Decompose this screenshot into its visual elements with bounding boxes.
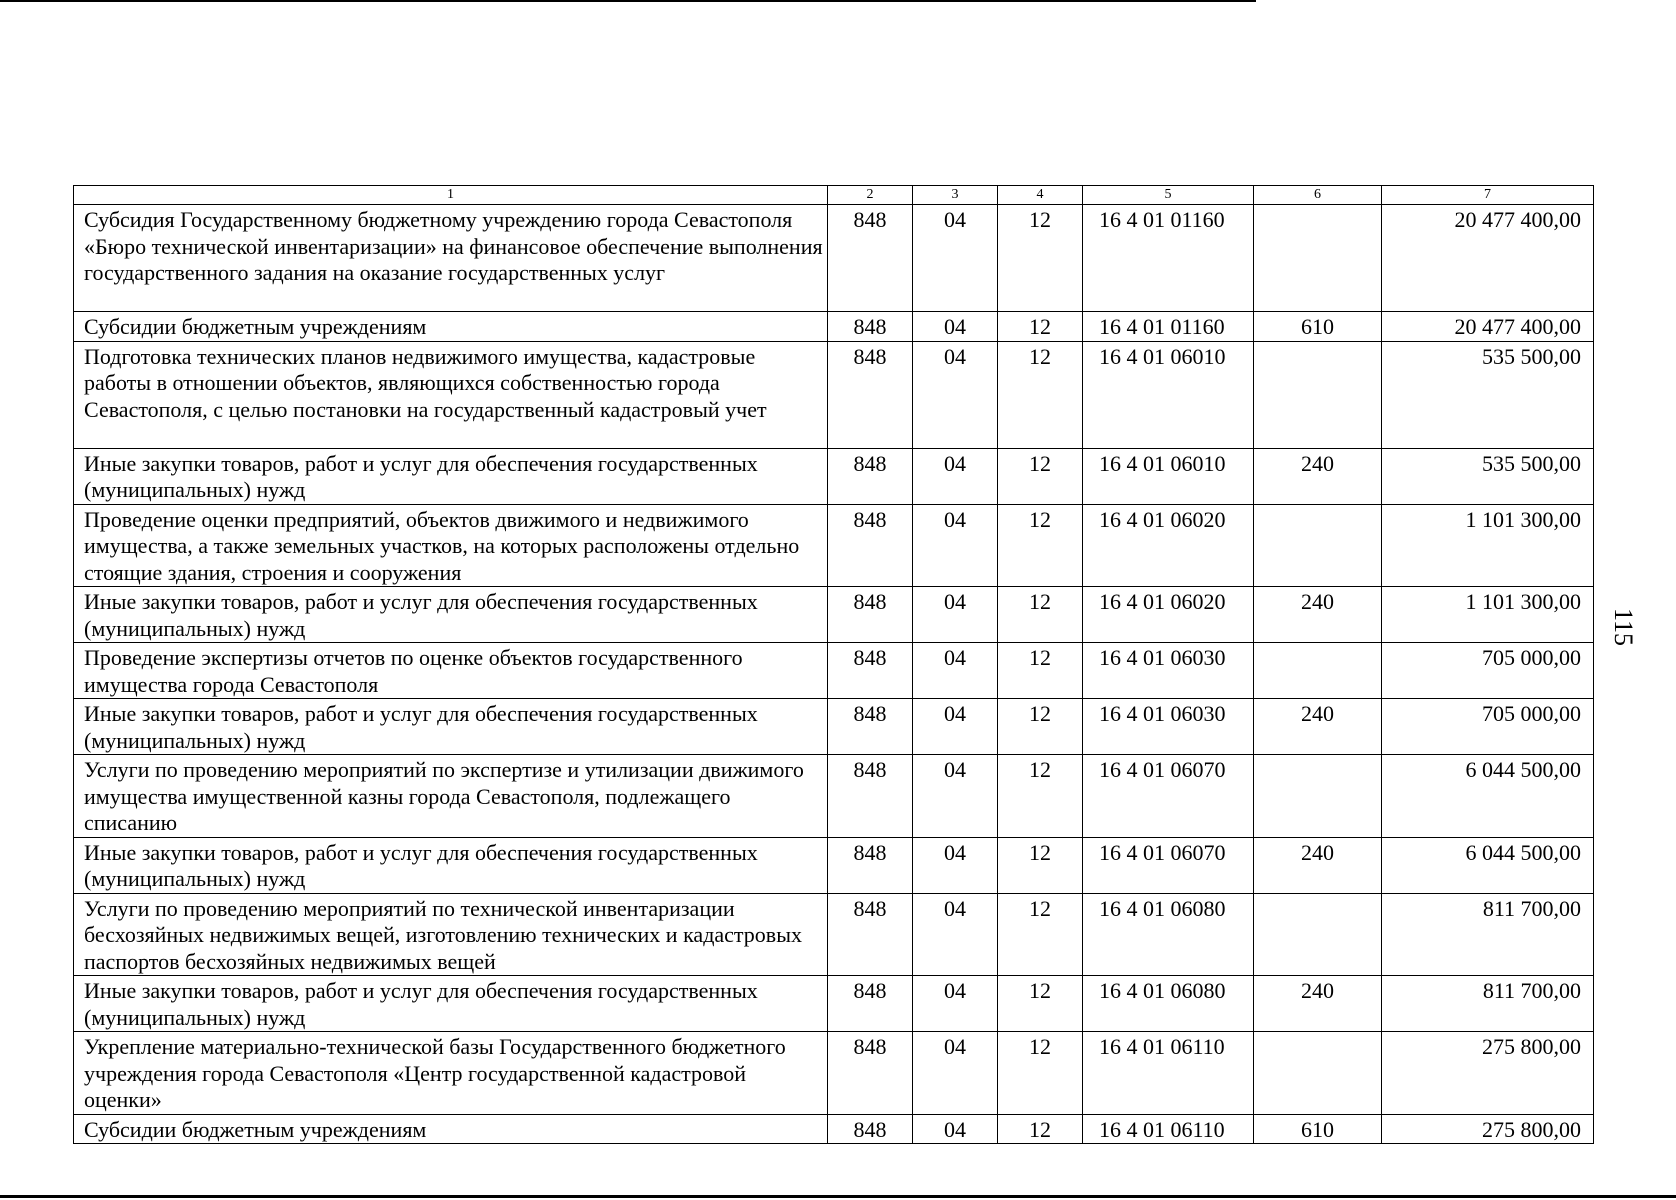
row-target-article: 16 4 01 06020 (1083, 587, 1254, 643)
row-expense-type: 240 (1254, 448, 1382, 504)
row-ministry-code: 848 (828, 205, 913, 312)
row-section-code: 04 (913, 448, 998, 504)
row-ministry-code: 848 (828, 341, 913, 448)
row-name: Иные закупки товаров, работ и услуг для обеспечения государственных (муниципальных) нужд (74, 699, 828, 755)
row-target-article: 16 4 01 06020 (1083, 504, 1254, 587)
row-subsection-code: 12 (998, 504, 1083, 587)
table-row (74, 755, 1594, 838)
row-expense-type (1254, 1032, 1382, 1115)
row-expense-type: 240 (1254, 837, 1382, 893)
row-target-article: 16 4 01 06070 (1083, 837, 1254, 893)
row-amount: 705 000,00 (1382, 699, 1594, 755)
row-name: Проведение экспертизы отчетов по оценке объектов государственного имущества города Севастополя (74, 643, 828, 699)
table-row (74, 699, 1594, 755)
row-subsection-code: 12 (998, 448, 1083, 504)
row-subsection-code: 12 (998, 893, 1083, 976)
table-row (74, 643, 1594, 699)
row-ministry-code: 848 (828, 312, 913, 342)
row-expense-type (1254, 755, 1382, 838)
row-name: Укрепление материально-технической базы Государственного бюджетного учреждения города Севастополя «Центр государственной кадастровой оценки» (74, 1032, 828, 1115)
row-subsection-code: 12 (998, 1114, 1083, 1144)
row-ministry-code: 848 (828, 504, 913, 587)
row-expense-type (1254, 893, 1382, 976)
row-subsection-code: 12 (998, 643, 1083, 699)
row-name: Субсидии бюджетным учреждениям (74, 1114, 828, 1144)
column-header-1: 1 (74, 186, 828, 205)
row-amount: 275 800,00 (1382, 1032, 1594, 1115)
table-row (74, 448, 1594, 504)
column-header-3: 3 (913, 186, 998, 205)
row-section-code: 04 (913, 504, 998, 587)
table-row (74, 837, 1594, 893)
row-expense-type: 240 (1254, 587, 1382, 643)
row-target-article: 16 4 01 06010 (1083, 341, 1254, 448)
row-subsection-code: 12 (998, 341, 1083, 448)
table-row (74, 312, 1594, 342)
table-row (74, 893, 1594, 976)
row-subsection-code: 12 (998, 699, 1083, 755)
row-expense-type: 610 (1254, 312, 1382, 342)
row-amount: 1 101 300,00 (1382, 504, 1594, 587)
row-section-code: 04 (913, 699, 998, 755)
row-subsection-code: 12 (998, 205, 1083, 312)
row-name: Иные закупки товаров, работ и услуг для обеспечения государственных (муниципальных) нужд (74, 837, 828, 893)
row-target-article: 16 4 01 06110 (1083, 1032, 1254, 1115)
row-section-code: 04 (913, 643, 998, 699)
row-target-article: 16 4 01 06110 (1083, 1114, 1254, 1144)
table-row (74, 504, 1594, 587)
table-row (74, 1032, 1594, 1115)
row-section-code: 04 (913, 837, 998, 893)
row-expense-type (1254, 504, 1382, 587)
column-header-7: 7 (1382, 186, 1594, 205)
row-amount: 811 700,00 (1382, 976, 1594, 1032)
row-name: Услуги по проведению мероприятий по экспертизе и утилизации движимого имущества имущественной казны города Севастополя, подлежащего списанию (74, 755, 828, 838)
row-subsection-code: 12 (998, 1032, 1083, 1115)
row-ministry-code: 848 (828, 893, 913, 976)
row-amount: 6 044 500,00 (1382, 837, 1594, 893)
row-amount: 705 000,00 (1382, 643, 1594, 699)
row-subsection-code: 12 (998, 312, 1083, 342)
row-name: Подготовка технических планов недвижимого имущества, кадастровые работы в отношении объектов, являющихся собственностью города Севастополя, с целью постановки на государственный кадастровый учет (74, 341, 828, 448)
row-expense-type (1254, 643, 1382, 699)
row-amount: 535 500,00 (1382, 341, 1594, 448)
row-ministry-code: 848 (828, 976, 913, 1032)
row-ministry-code: 848 (828, 643, 913, 699)
table-row (74, 205, 1594, 312)
row-section-code: 04 (913, 976, 998, 1032)
row-subsection-code: 12 (998, 837, 1083, 893)
row-expense-type (1254, 205, 1382, 312)
budget-table (73, 185, 1594, 1144)
row-amount: 1 101 300,00 (1382, 587, 1594, 643)
row-subsection-code: 12 (998, 976, 1083, 1032)
table-row (74, 1114, 1594, 1144)
table-row (74, 341, 1594, 448)
column-header-5: 5 (1083, 186, 1254, 205)
row-subsection-code: 12 (998, 587, 1083, 643)
table-row (74, 976, 1594, 1032)
row-name: Проведение оценки предприятий, объектов движимого и недвижимого имущества, а также земельных участков, на которых расположены отдельно стоящие здания, строения и сооружения (74, 504, 828, 587)
row-section-code: 04 (913, 312, 998, 342)
row-name: Иные закупки товаров, работ и услуг для обеспечения государственных (муниципальных) нужд (74, 976, 828, 1032)
row-ministry-code: 848 (828, 1114, 913, 1144)
row-target-article: 16 4 01 06080 (1083, 976, 1254, 1032)
row-amount: 275 800,00 (1382, 1114, 1594, 1144)
bottom-page-edge (0, 1195, 1676, 1198)
row-ministry-code: 848 (828, 1032, 913, 1115)
column-header-2: 2 (828, 186, 913, 205)
row-ministry-code: 848 (828, 448, 913, 504)
page-number: 115 (1609, 607, 1638, 647)
row-section-code: 04 (913, 1114, 998, 1144)
row-ministry-code: 848 (828, 699, 913, 755)
row-target-article: 16 4 01 06080 (1083, 893, 1254, 976)
row-expense-type: 240 (1254, 699, 1382, 755)
row-amount: 535 500,00 (1382, 448, 1594, 504)
row-section-code: 04 (913, 341, 998, 448)
row-name: Субсидии бюджетным учреждениям (74, 312, 828, 342)
row-section-code: 04 (913, 587, 998, 643)
table-header-row (74, 186, 1594, 205)
row-name: Услуги по проведению мероприятий по технической инвентаризации бесхозяйных недвижимых вещей, изготовлению технических и кадастровых паспортов бесхозяйных недвижимых вещей (74, 893, 828, 976)
row-name: Субсидия Государственному бюджетному учреждению города Севастополя «Бюро технической инвентаризации» на финансовое обеспечение выполнения государственного задания на оказание государственных услуг (74, 205, 828, 312)
row-expense-type: 610 (1254, 1114, 1382, 1144)
row-ministry-code: 848 (828, 587, 913, 643)
row-section-code: 04 (913, 1032, 998, 1115)
row-target-article: 16 4 01 01160 (1083, 205, 1254, 312)
row-target-article: 16 4 01 06010 (1083, 448, 1254, 504)
row-amount: 20 477 400,00 (1382, 205, 1594, 312)
row-subsection-code: 12 (998, 755, 1083, 838)
row-expense-type: 240 (1254, 976, 1382, 1032)
row-target-article: 16 4 01 01160 (1083, 312, 1254, 342)
row-target-article: 16 4 01 06030 (1083, 643, 1254, 699)
row-amount: 811 700,00 (1382, 893, 1594, 976)
table-row (74, 587, 1594, 643)
row-target-article: 16 4 01 06070 (1083, 755, 1254, 838)
row-name: Иные закупки товаров, работ и услуг для обеспечения государственных (муниципальных) нужд (74, 448, 828, 504)
row-amount: 20 477 400,00 (1382, 312, 1594, 342)
row-ministry-code: 848 (828, 837, 913, 893)
row-target-article: 16 4 01 06030 (1083, 699, 1254, 755)
row-name: Иные закупки товаров, работ и услуг для обеспечения государственных (муниципальных) нужд (74, 587, 828, 643)
row-section-code: 04 (913, 205, 998, 312)
row-section-code: 04 (913, 755, 998, 838)
row-ministry-code: 848 (828, 755, 913, 838)
row-section-code: 04 (913, 893, 998, 976)
row-amount: 6 044 500,00 (1382, 755, 1594, 838)
column-header-6: 6 (1254, 186, 1382, 205)
top-page-edge (0, 0, 1256, 2)
column-header-4: 4 (998, 186, 1083, 205)
row-expense-type (1254, 341, 1382, 448)
